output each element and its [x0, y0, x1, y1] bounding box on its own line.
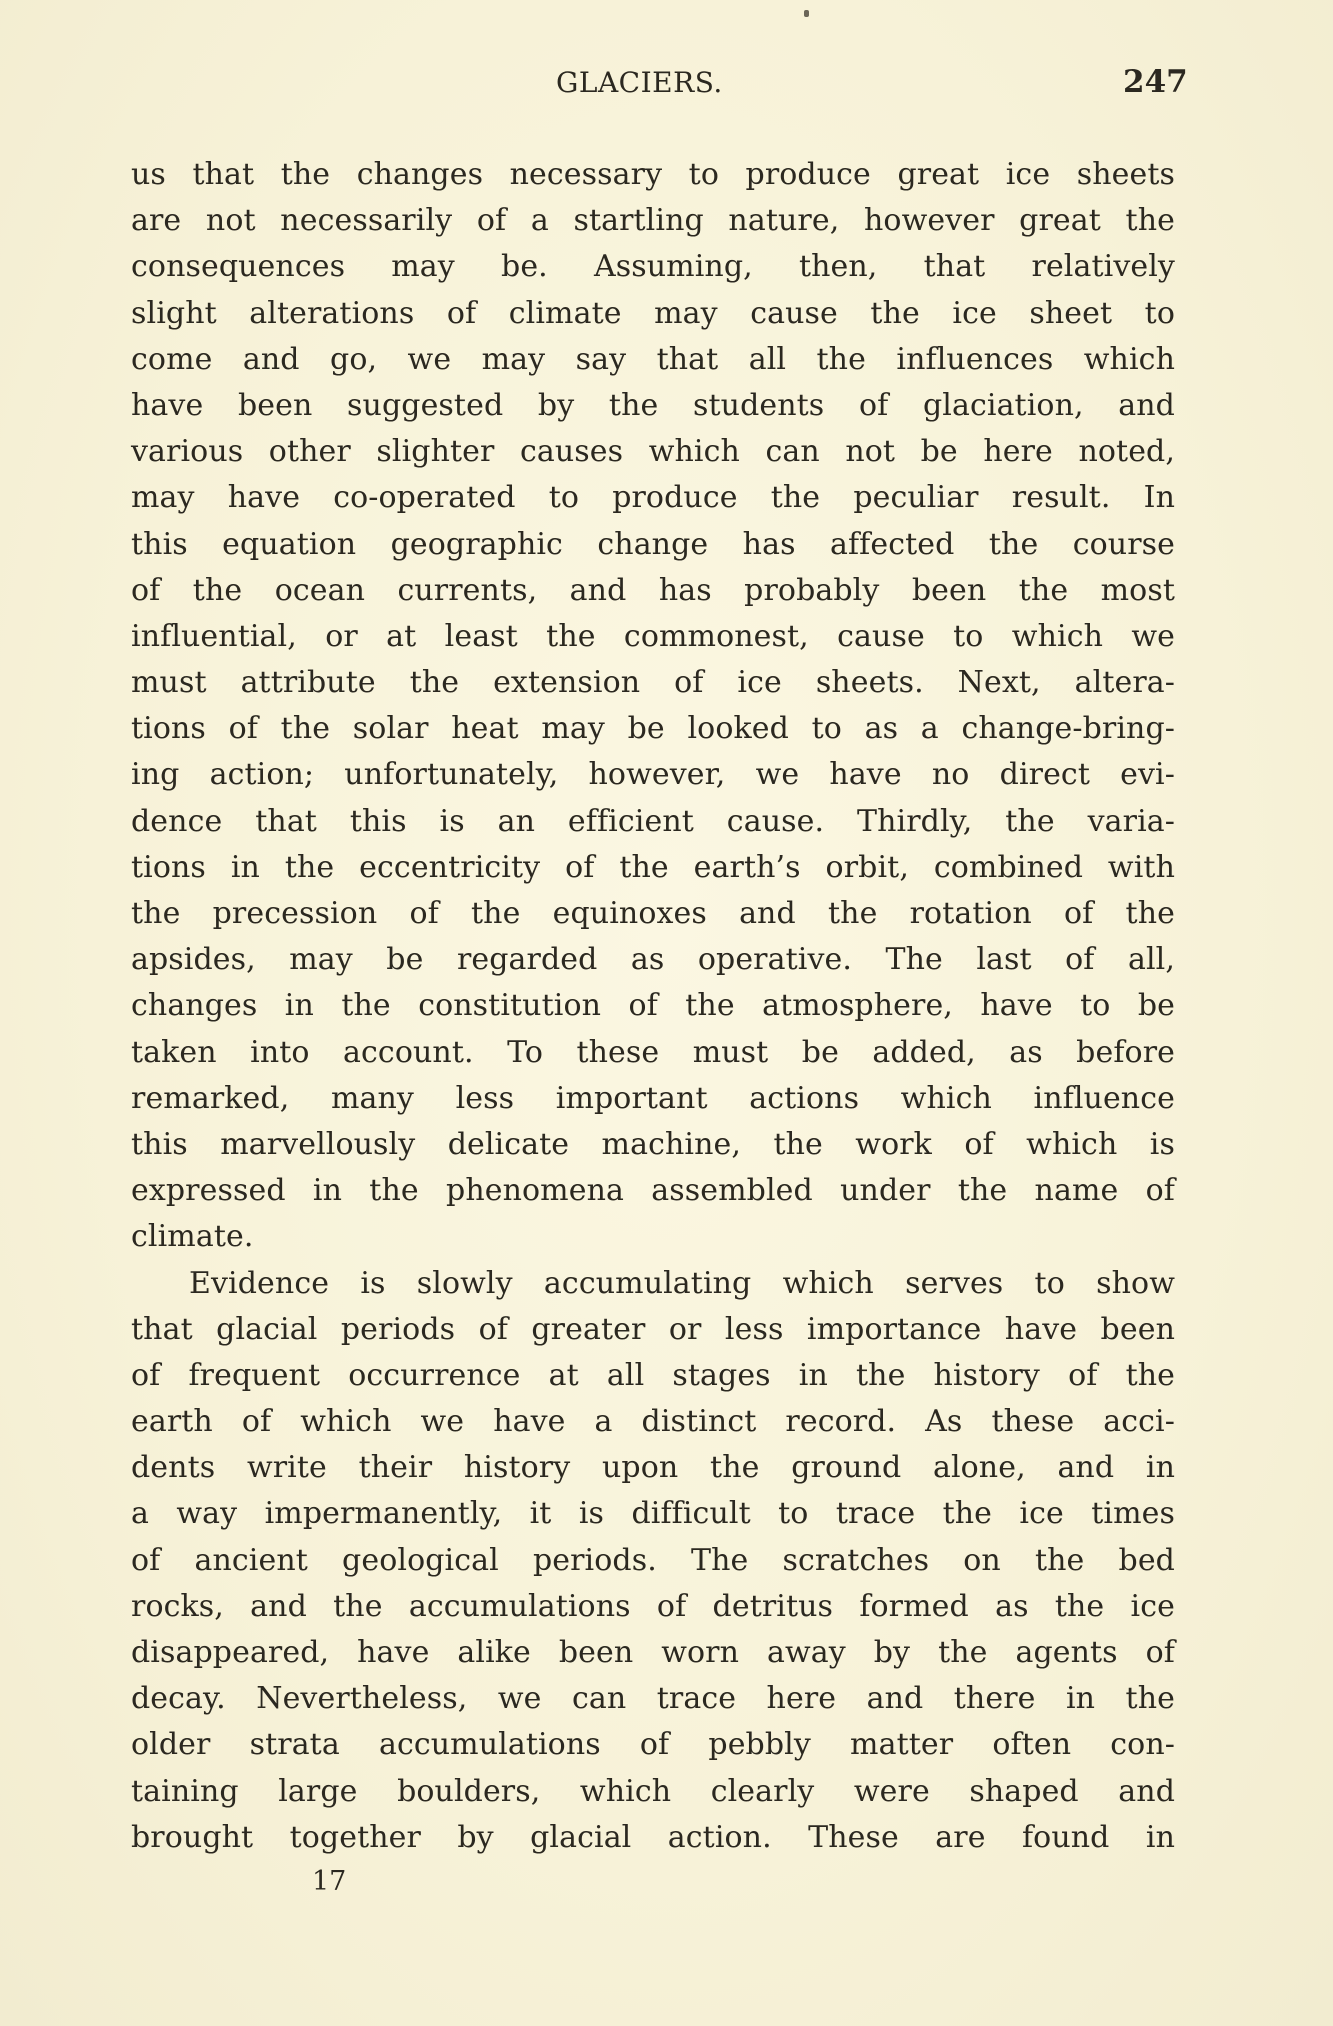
text-line: rocks, and the accumulations of detritus formed as the ice: [131, 1588, 1175, 1624]
text-line: changes in the constitution of the atmosphere, have to be: [131, 988, 1175, 1024]
text-line: ing action; unfortunately, however, we have no direct evi-: [131, 757, 1175, 793]
text-line: influential, or at least the commonest, cause to which we: [131, 618, 1175, 654]
text-line: of ancient geological periods. The scratches on the bed: [131, 1542, 1175, 1578]
text-line: must attribute the extension of ice sheets. Next, altera-: [131, 665, 1175, 701]
text-line: may have co-operated to produce the peculiar result. In: [131, 480, 1175, 516]
text-line: disappeared, have alike been worn away by the agents of: [131, 1635, 1175, 1670]
text-line: expressed in the phenomena assembled under the name of: [131, 1173, 1175, 1209]
text-line: taken into account. To these must be added, as before: [131, 1034, 1175, 1070]
text-line: the precession of the equinoxes and the rotation of the: [131, 896, 1175, 931]
text-line: various other slighter causes which can not be here noted,: [131, 434, 1175, 470]
page-number: 247: [1123, 64, 1188, 100]
text-line: this equation geographic change has affected the course: [131, 526, 1175, 562]
text-line: dence that this is an efficient cause. Thirdly, the varia-: [131, 803, 1175, 839]
text-line: dents write their history upon the ground alone, and in: [131, 1450, 1175, 1486]
text-line: consequences may be. Assuming, then, that relatively: [131, 249, 1175, 285]
running-header: [0, 66, 1333, 106]
text-line: apsides, may be regarded as operative. The last of all,: [131, 942, 1175, 978]
text-line: tions in the eccentricity of the earth’s orbit, combined with: [131, 849, 1175, 885]
text-line: decay. Nevertheless, we can trace here and there in the: [131, 1681, 1175, 1717]
text-line: that glacial periods of greater or less importance have been: [131, 1311, 1175, 1347]
text-line: slight alterations of climate may cause the ice sheet to: [131, 295, 1175, 331]
text-line: come and go, we may say that all the influences which: [131, 341, 1175, 377]
text-line: us that the changes necessary to produce great ice sheets: [131, 157, 1175, 192]
text-line: climate.: [131, 1219, 254, 1255]
text-line: have been suggested by the students of glaciation, and: [131, 387, 1175, 423]
text-line: are not necessarily of a startling nature, however great the: [131, 203, 1175, 239]
ink-speck: [804, 10, 809, 17]
text-line: a way impermanently, it is difficult to trace the ice times: [131, 1496, 1175, 1532]
text-line: this marvellously delicate machine, the work of which is: [131, 1126, 1175, 1162]
running-title: GLACIERS.: [556, 66, 723, 99]
text-line: tions of the solar heat may be looked to as a change-bring-: [131, 711, 1175, 747]
text-line: brought together by glacial action. These are found in: [131, 1819, 1175, 1855]
text-line: of the ocean currents, and has probably been the most: [131, 572, 1175, 608]
text-line: taining large boulders, which clearly were shaped and: [131, 1773, 1175, 1809]
text-line: of frequent occurrence at all stages in the history of the: [131, 1357, 1175, 1393]
text-line: remarked, many less important actions which influence: [131, 1080, 1175, 1116]
signature-mark: 17: [312, 1866, 347, 1897]
text-line: older strata accumulations of pebbly matter often con-: [131, 1727, 1175, 1763]
body-text: [131, 152, 1175, 1861]
text-line: earth of which we have a distinct record. As these acci-: [131, 1404, 1175, 1440]
text-line: Evidence is slowly accumulating which serves to show: [189, 1265, 1175, 1301]
